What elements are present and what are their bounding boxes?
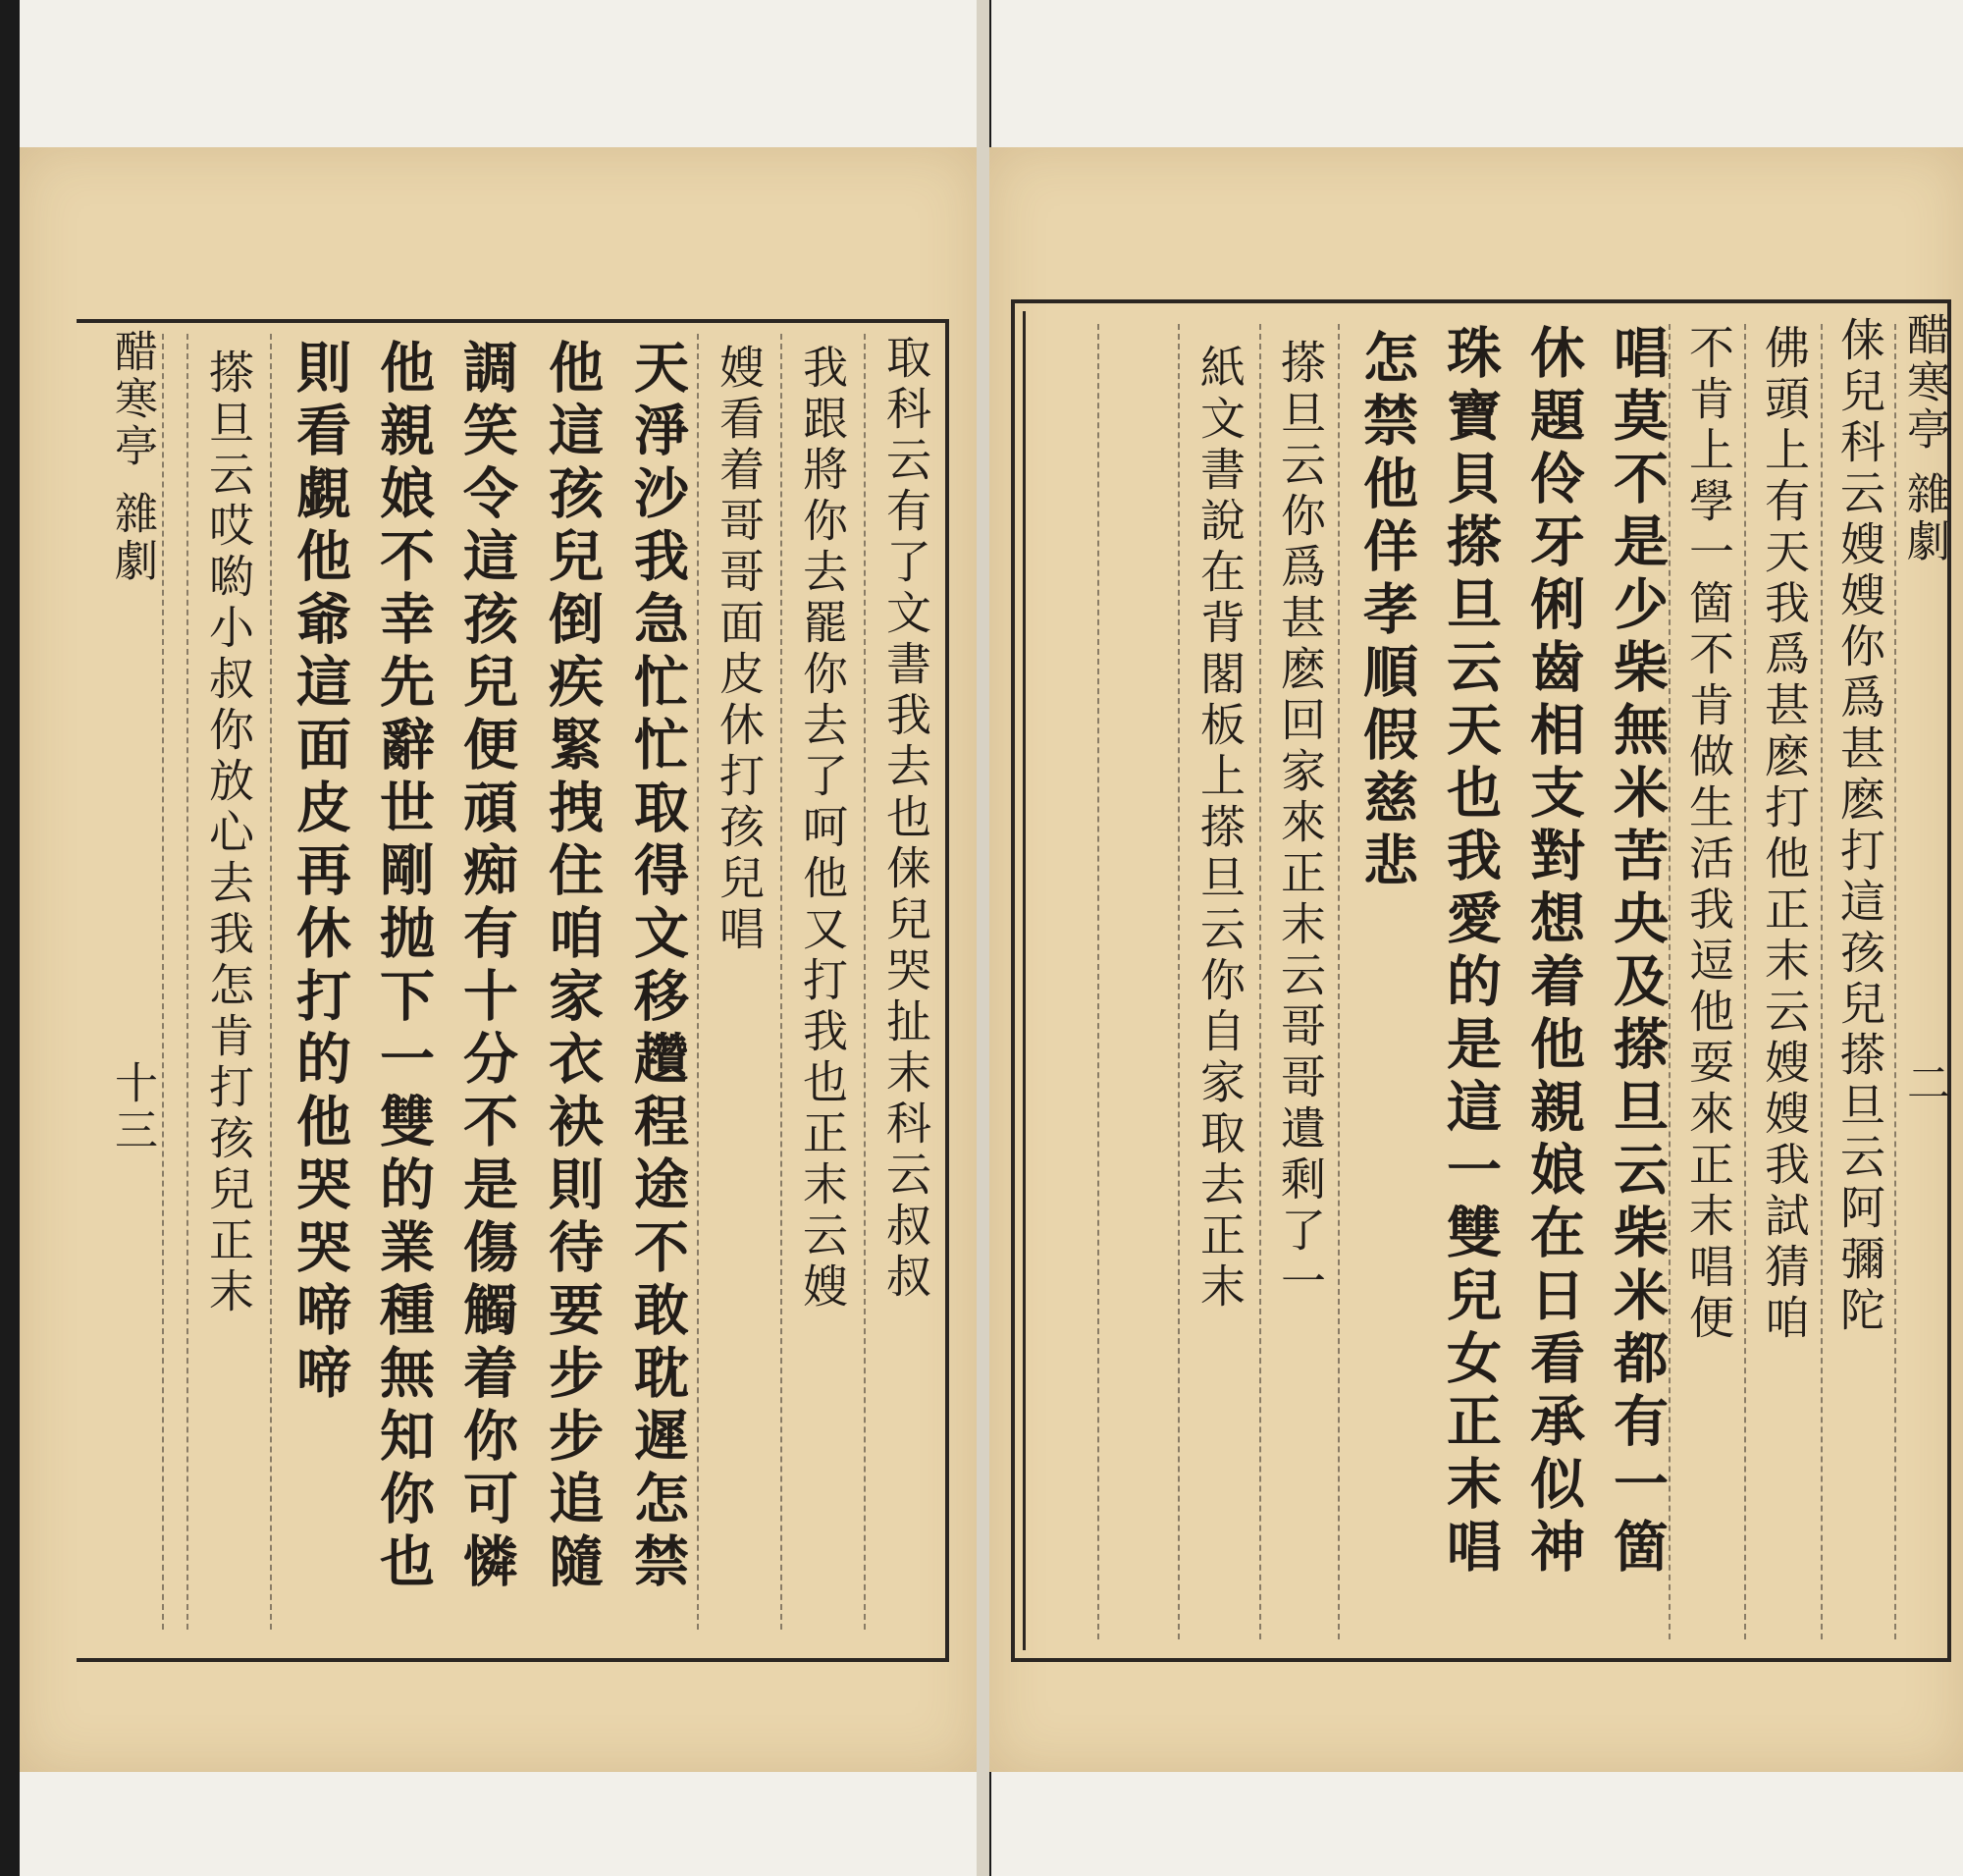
- left-column-7: 他親娘不幸先辭世剛抛下一雙的業種無知你也: [371, 339, 436, 1595]
- left-column-rule: [270, 334, 272, 1630]
- right-margin-title: 醋寒亭: [1899, 312, 1949, 454]
- left-column-rule: [697, 334, 699, 1630]
- right-column-4: 唱莫不是少柴無米苦央及搽旦云柴米都有一箇: [1605, 324, 1670, 1581]
- right-column-rule: [1338, 324, 1340, 1639]
- right-column-rule: [1097, 324, 1099, 1639]
- left-column-rule: [864, 334, 866, 1630]
- left-column-3: 嫂看着哥哥面皮休打孩兒唱: [713, 344, 766, 956]
- right-margin-page-number: 二: [1899, 1060, 1949, 1107]
- book-gutter: [977, 0, 989, 1876]
- right-column-8: 搽旦云你爲甚麽回家來正末云哥哥遺剩了一: [1274, 339, 1327, 1309]
- left-column-5: 他這孩兒倒疾緊拽住咱家衣袂則待要步步追隨: [540, 339, 605, 1595]
- right-column-2: 佛頭上有天我爲甚麽打他正末云嫂嫂我試猜咱: [1758, 324, 1811, 1345]
- left-margin-genre: 雜劇: [107, 491, 157, 585]
- right-column-rule: [1821, 324, 1823, 1639]
- left-column-2: 我跟將你去罷你去了呵他又打我也正末云嫂: [796, 344, 849, 1313]
- right-column-5: 休題伶牙俐齒相支對想着他親娘在日看承似神: [1521, 324, 1586, 1581]
- right-column-7: 怎禁他佯孝順假慈悲: [1354, 329, 1419, 894]
- left-column-8: 則看覷他爺這面皮再休打的他哭哭啼啼: [288, 339, 352, 1407]
- right-column-rule: [1669, 324, 1671, 1639]
- left-column-rule: [162, 334, 164, 1630]
- right-column-rule: [1894, 324, 1896, 1639]
- right-column-rule: [1259, 324, 1261, 1639]
- left-column-9: 搽旦云哎喲小叔你放心去我怎肯打孩兒正末: [202, 348, 255, 1318]
- left-margin-page-number: 十三: [107, 1060, 157, 1154]
- left-column-6: 調笑令這孩兒便頑痴有十分不是傷觸着你可憐: [454, 339, 519, 1595]
- right-column-1: 俫兒科云嫂嫂你爲甚麽打這孩兒搽旦云阿彌陀: [1833, 316, 1886, 1337]
- left-column-rule: [780, 334, 782, 1630]
- right-margin-genre: 雜劇: [1899, 471, 1949, 565]
- left-column-1: 取科云有了文書我去也俫兒哭扯末科云叔叔: [879, 334, 932, 1304]
- right-column-3: 不肯上學一箇不肯做生活我逗他耍來正末唱便: [1682, 324, 1735, 1345]
- left-margin-title: 醋寒亭: [107, 329, 157, 470]
- right-column-rule: [1178, 324, 1180, 1639]
- left-column-rule: [186, 334, 188, 1630]
- right-column-6: 珠寶貝搽旦云天也我愛的是這一雙兒女正末唱: [1438, 324, 1503, 1581]
- right-column-9: 紙文書說在背閣板上搽旦云你自家取去正末: [1194, 344, 1247, 1313]
- left-column-4: 天淨沙我急忙忙取得文移趲程途不敢耽遲怎禁: [625, 339, 690, 1595]
- right-column-rule: [1744, 324, 1746, 1639]
